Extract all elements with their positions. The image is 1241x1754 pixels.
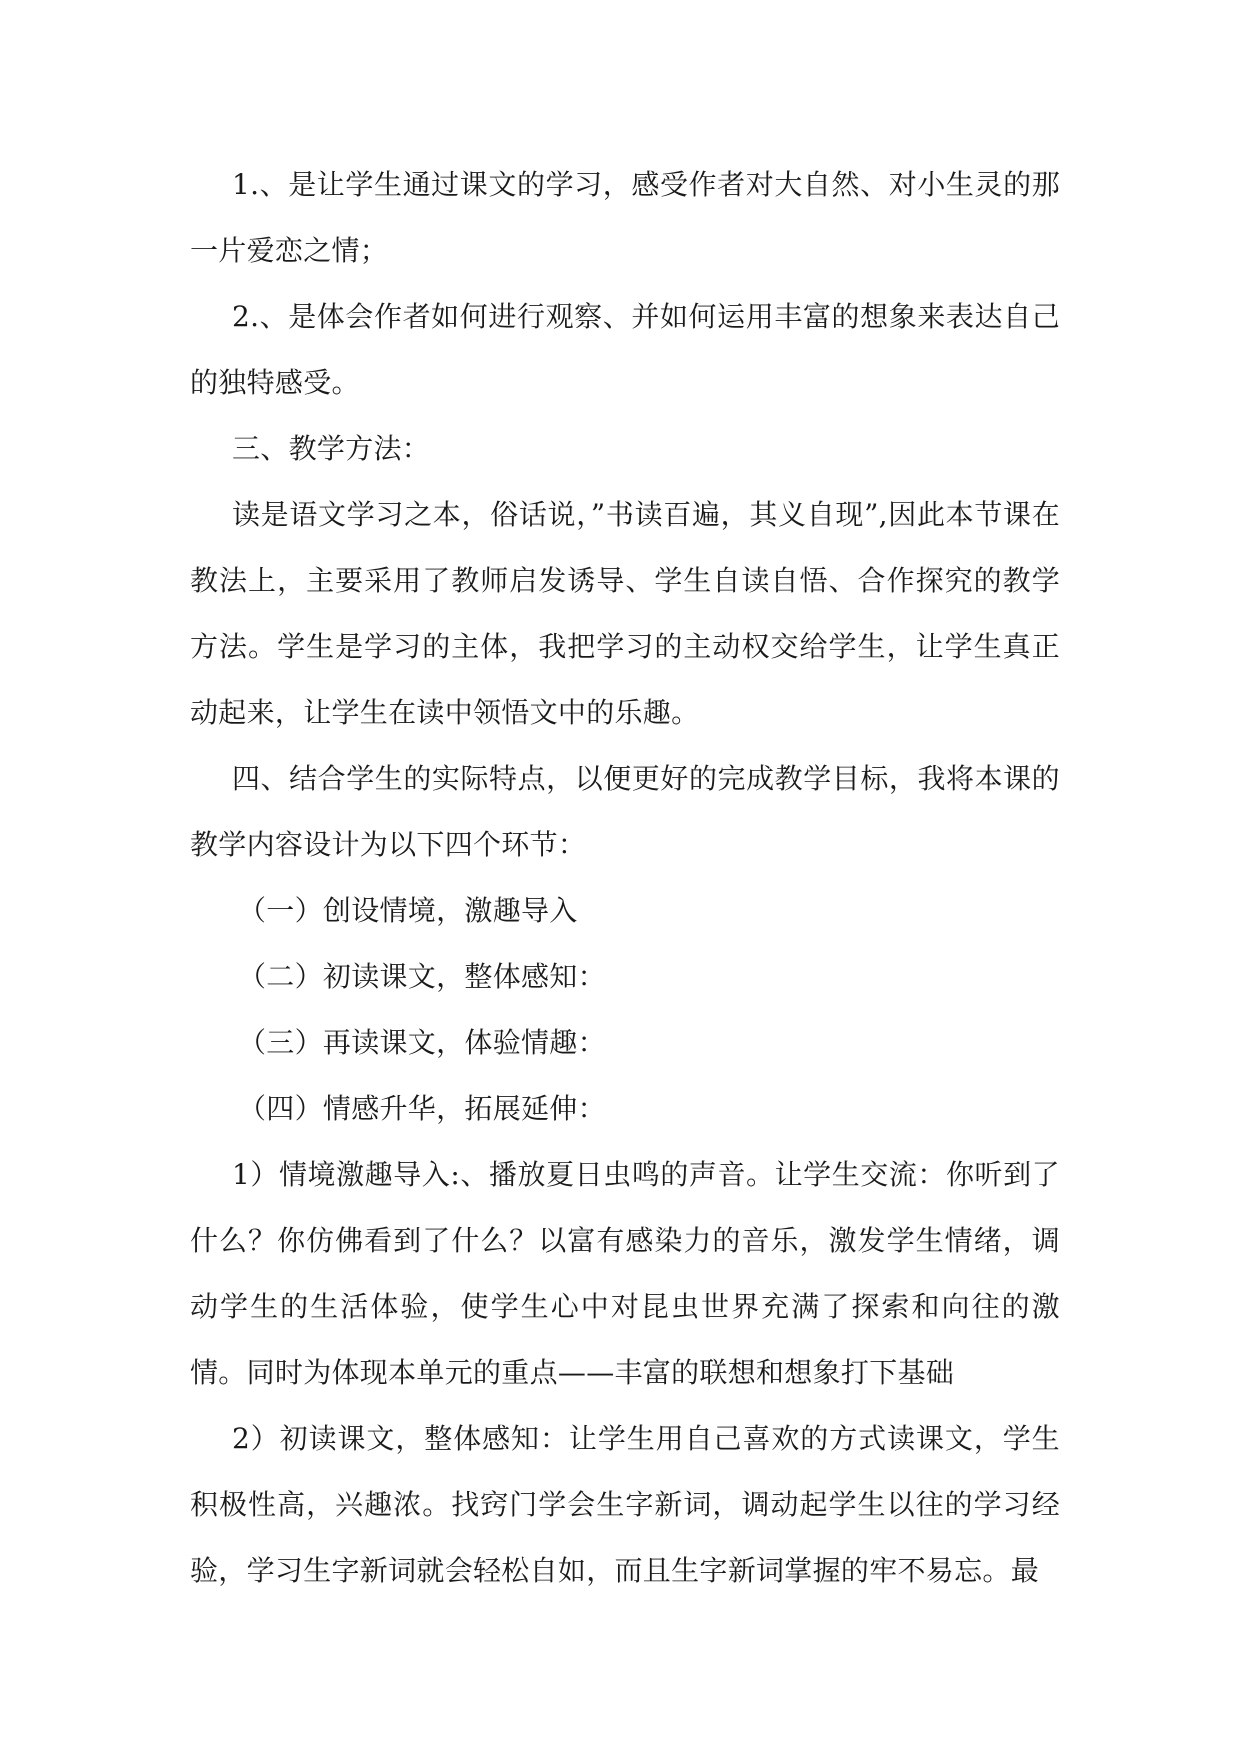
paragraph-teaching-method: 读是语文学习之本，俗话说，”书读百遍，其义自现”,因此本节课在教法上，主要采用了教师启发诱导、学生自读自悟、合作探究的教学方法。学生是学习的主体，我把学习的主动权交给学生，让学生真正动起来，让学生在读中领悟文中的乐趣。 bbox=[190, 498, 1060, 729]
document-body bbox=[190, 152, 1060, 1604]
step-item-2: （二）初读课文，整体感知： bbox=[238, 960, 606, 993]
step-item-4: （四）情感升华，拓展延伸： bbox=[238, 1092, 606, 1125]
heading-teaching-method: 三、教学方法： bbox=[232, 432, 431, 465]
paragraph-detail-2: 2）初读课文，整体感知：让学生用自己喜欢的方式读课文，学生积极性高，兴趣浓。找窍门学会生字新词，调动起学生以往的学习经验，学习生字新词就会轻松自如，而且生字新词掌握的牢不易忘。最 bbox=[190, 1422, 1060, 1587]
paragraph-detail-1: 1）情境激趣导入:、播放夏日虫鸣的声音。让学生交流：你听到了什么？你仿佛看到了什么？以富有感染力的音乐，激发学生情绪，调动学生的生活体验，使学生心中对昆虫世界充满了探索和向往的激情。同时为体现本单元的重点——丰富的联想和想象打下基础 bbox=[190, 1158, 1060, 1389]
paragraph-goal-1: 1.、是让学生通过课文的学习，感受作者对大自然、对小生灵的那一片爱恋之情； bbox=[190, 168, 1060, 267]
paragraph-section-four: 四、结合学生的实际特点，以便更好的完成教学目标，我将本课的教学内容设计为以下四个环节： bbox=[190, 762, 1060, 861]
step-item-3: （三）再读课文，体验情趣： bbox=[238, 1026, 606, 1059]
paragraph-goal-2: 2.、是体会作者如何进行观察、并如何运用丰富的想象来表达自己的独特感受。 bbox=[190, 300, 1060, 399]
step-item-1: （一）创设情境，激趣导入 bbox=[238, 894, 578, 927]
